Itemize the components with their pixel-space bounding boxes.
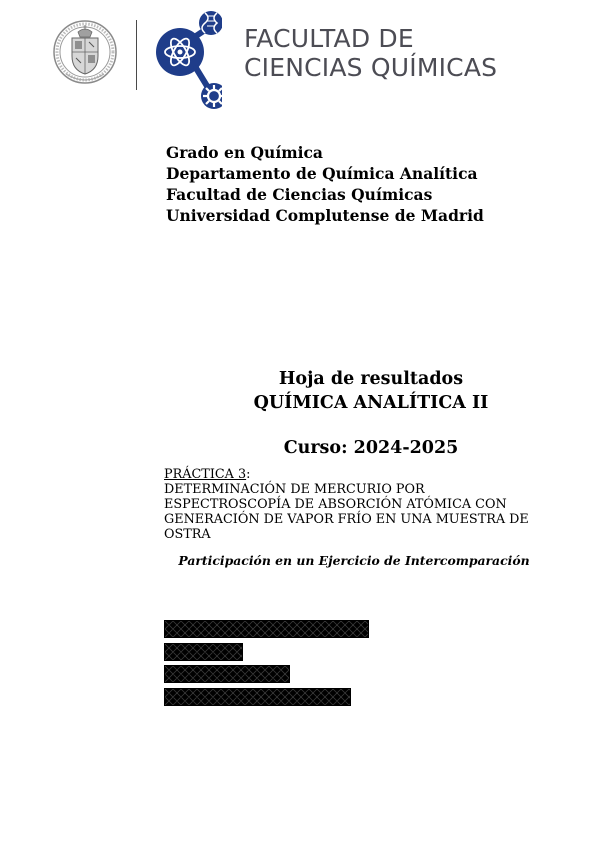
redacted-block	[164, 620, 369, 638]
faculty-name	[244, 24, 497, 82]
participation-note: Participación en un Ejercicio de Intercomparación	[178, 553, 530, 568]
practice-description-line-3: GENERACIÓN DE VAPOR FRÍO EN UNA MUESTRA DE	[164, 512, 529, 527]
redaction-hatch	[165, 644, 243, 660]
practice-description-line-1: DETERMINACIÓN DE MERCURIO POR	[164, 482, 425, 497]
practice-description-line-2: ESPECTROSCOPÍA DE ABSORCIÓN ATÓMICA CON	[164, 497, 507, 512]
practice-description-line-4: OSTRA	[164, 527, 211, 542]
practice-label: PRÁCTICA 3	[164, 467, 247, 482]
document-title: Hoja de resultados	[278, 369, 464, 389]
course-year: Curso: 2024-2025	[283, 438, 459, 458]
redacted-block	[164, 665, 290, 683]
practice-heading	[164, 467, 529, 482]
institution-block	[166, 142, 484, 226]
redacted-block	[164, 643, 243, 661]
redacted-block	[164, 688, 351, 706]
atom-dna-logo-icon	[152, 8, 222, 112]
practice-label-colon: :	[246, 467, 251, 482]
university-line: Universidad Complutense de Madrid	[166, 206, 484, 225]
redaction-hatch	[165, 689, 351, 705]
faculty-line: Facultad de Ciencias Químicas	[166, 185, 433, 204]
subject-title: QUÍMICA ANALÍTICA II	[253, 393, 489, 413]
faculty-name-line-2: CIENCIAS QUÍMICAS	[244, 53, 498, 82]
practice-block	[164, 467, 529, 542]
redaction-hatch	[165, 666, 290, 682]
department-line: Departamento de Química Analítica	[166, 164, 478, 183]
degree-line: Grado en Química	[166, 143, 323, 162]
faculty-name-line-1: FACULTAD DE	[244, 24, 414, 53]
ucm-seal-icon	[52, 18, 118, 90]
header-divider	[136, 20, 137, 90]
redaction-hatch	[165, 621, 369, 637]
document-title-block	[200, 367, 542, 415]
